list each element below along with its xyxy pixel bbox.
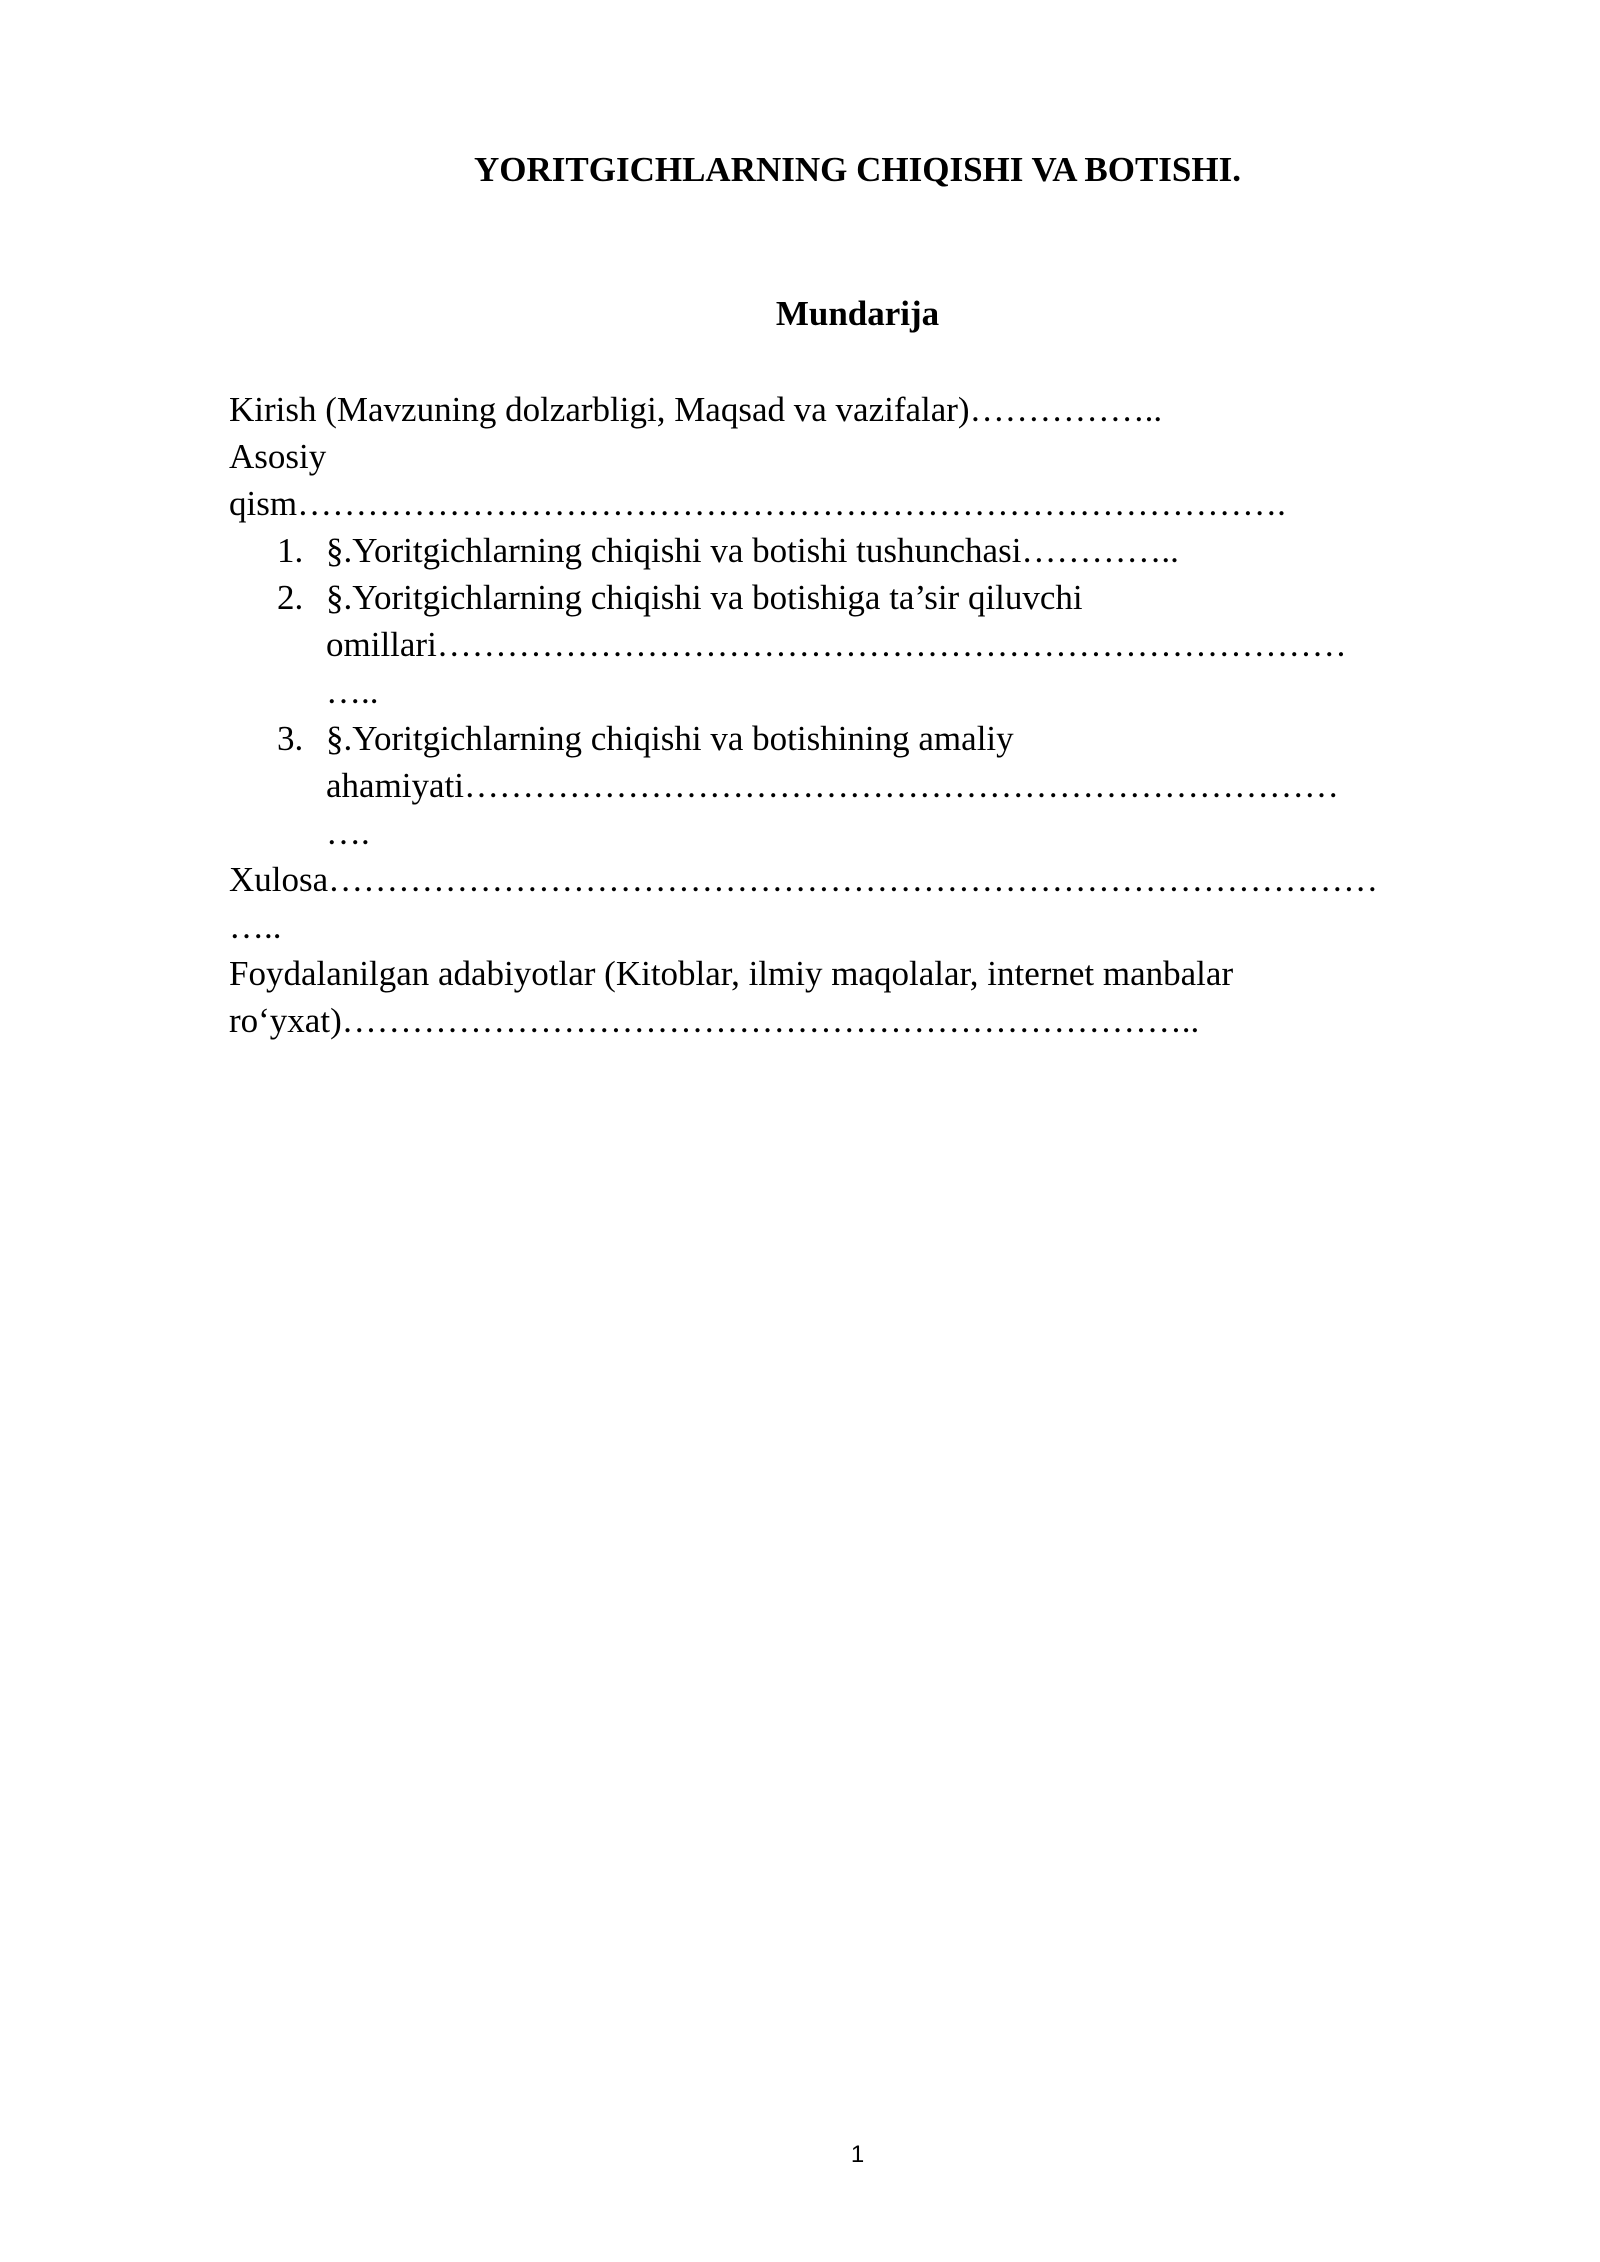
toc-item-line: ….. (326, 672, 379, 711)
toc-item-line: ahamiyati………………………………………………………………… (326, 766, 1340, 805)
toc-item-line: §.Yoritgichlarning chiqishi va botishining amaliy (326, 719, 1014, 758)
page-number: 1 (850, 2141, 865, 2168)
toc-item-line: …. (326, 813, 370, 852)
toc-item-number: 3. (277, 719, 304, 758)
toc-item-3 (229, 715, 1469, 856)
toc-main-part-label: Asosiy (229, 437, 327, 476)
toc-item-line: §.Yoritgichlarning chiqishi va botishi tushunchasi………….. (326, 531, 1179, 570)
toc-item-1 (229, 527, 1469, 574)
toc-references-line: Foydalanilgan adabiyotlar (Kitoblar, ilmiy maqolalar, internet manbalar (229, 954, 1234, 993)
toc-main-part-leader: qism…………………………………………………………………………. (229, 484, 1286, 523)
toc-references-leader: ro‘yxat)……………………………………………………………….. (229, 1001, 1200, 1040)
toc-item-number: 1. (277, 531, 304, 570)
toc-conclusion-line: Xulosa……………………………………………………………………………… (229, 860, 1379, 899)
toc-heading: Mundarija (775, 294, 940, 333)
toc-conclusion-leader: ….. (229, 907, 282, 946)
table-of-contents (229, 386, 1469, 1044)
toc-item-number: 2. (277, 578, 304, 617)
document-title: YORITGICHLARNING CHIQISHI VA BOTISHI. (474, 150, 1241, 189)
toc-item-line: omillari…………………………………………………………………… (326, 625, 1347, 664)
toc-intro-line: Kirish (Mavzuning dolzarbligi, Maqsad va vazifalar)…………….. (229, 390, 1163, 429)
toc-item-2 (229, 574, 1469, 715)
toc-item-line: §.Yoritgichlarning chiqishi va botishiga ta’sir qiluvchi (326, 578, 1083, 617)
